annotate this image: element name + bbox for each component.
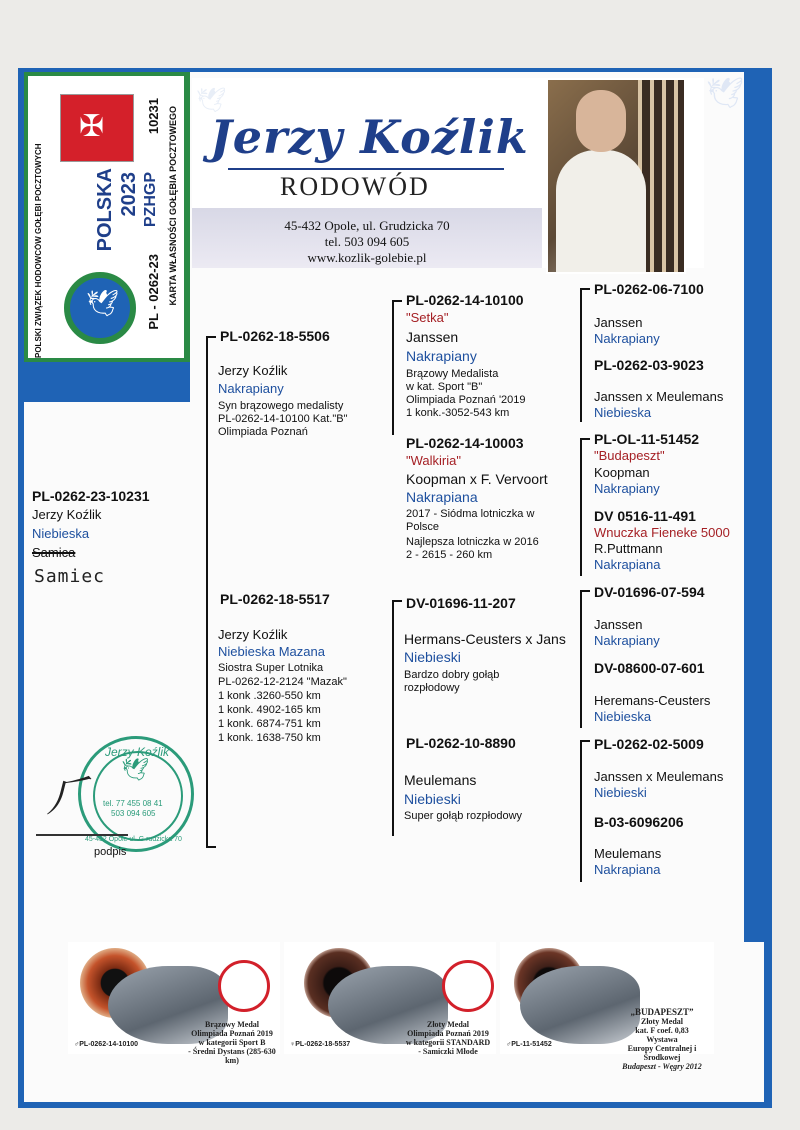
tree-line: [392, 300, 394, 435]
tree-line: [580, 740, 582, 882]
tree-line: [580, 740, 590, 742]
dd-ring: PL-0262-10-8890: [406, 735, 516, 751]
ds-note: Bardzo dobry gołąb: [404, 669, 500, 681]
ss-note: 1 konk.-3052-543 km: [406, 407, 510, 419]
dam-note: 1 konk. 6874-751 km: [218, 718, 321, 730]
dd-breed: Meulemans: [404, 772, 477, 788]
sd-note: Polsce: [406, 521, 440, 533]
ds-ring: DV-01696-11-207: [406, 595, 516, 611]
gg-ring: PL-0262-03-9023: [594, 357, 704, 373]
gg-ring: B-03-6096206: [594, 814, 684, 830]
gg-color: Nakrapiana: [594, 862, 661, 877]
sd-note: 2017 - Siódma lotniczka w: [406, 508, 535, 520]
breeder-name: Jerzy Koźlik: [210, 110, 529, 164]
gg-name: Wnuczka Fieneke 5000: [594, 525, 730, 540]
signature-mark: ⺁: [46, 771, 90, 822]
address: 45-432 Opole, ul. Grudzicka 70: [284, 218, 450, 233]
ownership-card: [24, 72, 190, 362]
stamp-phone: tel. 77 455 08 41: [103, 799, 163, 808]
dam-note: Siostra Super Lotnika: [218, 662, 324, 674]
dove-icon: 🕊: [706, 77, 745, 110]
sire-color: Nakrapiany: [218, 381, 284, 396]
dam-breeder: Jerzy Koźlik: [218, 627, 288, 642]
sd-name: "Walkiria": [406, 453, 461, 468]
medal-logo: [442, 960, 494, 1012]
gg-color: Niebieski: [594, 785, 647, 800]
signature-line: [36, 834, 128, 836]
gg-breed: Heremans-Ceusters: [594, 693, 711, 708]
photo-ring-tag: ♂PL-11-51452: [506, 1041, 552, 1048]
stamp-mobile: 503 094 605: [111, 809, 156, 818]
gg-name: "Budapeszt": [594, 448, 665, 463]
gg-color: Niebieska: [594, 709, 652, 724]
dove-icon: 🕊: [196, 87, 227, 114]
photo-panel: [284, 942, 496, 1054]
ss-note: w kat. Sport "B": [406, 381, 483, 393]
photo-ring-tag: ♀PL-0262-18-5537: [290, 1041, 351, 1048]
dam-note: PL-0262-12-2124 "Mazak": [218, 676, 347, 688]
dd-color: Niebieski: [404, 791, 461, 807]
dam-note: 1 konk. 4902-165 km: [218, 704, 321, 716]
card-caption: KARTA WŁASNOŚCI GOŁĘBIA POCZTOWEGO: [168, 106, 178, 306]
photo-panel: [68, 942, 280, 1065]
eagle-icon: ✠: [79, 110, 105, 143]
signature-label: podpis: [94, 846, 127, 858]
website: www.kozlik-golebie.pl: [307, 250, 427, 265]
sd-color: Nakrapiana: [406, 489, 478, 505]
photo-caption: Brązowy Medal Olimpiada Poznań 2019 w kategorii Sport B - Średni Dystans (285-630 km): [188, 1020, 276, 1065]
photo-caption: „BUDAPESZT” Złoty Medal kat. F coef. 0,83 Wystawa Europy Centralnej i Środkowej Budapeszt - Węgry 2012: [622, 1007, 702, 1071]
gg-breed: Janssen x Meulemans: [594, 389, 724, 404]
sire-note: PL-0262-14-10100 Kat."B": [218, 413, 348, 425]
tree-line: [392, 600, 394, 836]
tree-line: [580, 288, 590, 290]
gg-ring: PL-OL-11-51452: [594, 431, 700, 447]
tree-line: [580, 438, 590, 440]
eagle-emblem: [60, 94, 134, 162]
ds-breed: Hermans-Ceusters x Jans: [404, 631, 566, 647]
stamp-address: 45-432 Opole ul. G rudzicka 70: [85, 836, 182, 843]
blue-edge: [744, 72, 764, 942]
ss-note: Brązowy Medalista: [406, 368, 499, 380]
photo-ring-tag: ♂PL-0262-14-10100: [74, 1041, 139, 1048]
sd-note: Najlepsza lotniczka w 2016: [406, 536, 539, 548]
gg-ring: PL-0262-06-7100: [594, 281, 704, 297]
tree-line: [392, 300, 402, 302]
gg-breed: Janssen: [594, 315, 643, 330]
dd-note: Super gołąb rozpłodowy: [404, 810, 523, 822]
subject-breeder: Jerzy Koźlik: [32, 507, 102, 522]
gg-ring: DV 0516-11-491: [594, 508, 696, 524]
gg-ring: PL-0262-02-5009: [594, 736, 704, 752]
stamp-name: Jerzy Koźlik: [105, 745, 170, 759]
tree-line: [580, 438, 582, 576]
sire-note: Olimpiada Poznań: [218, 426, 308, 438]
sd-ring: PL-0262-14-10003: [406, 435, 524, 451]
document-title: RODOWÓD: [280, 172, 430, 201]
card-number: 10231: [146, 98, 161, 135]
breeder-photo: [546, 78, 686, 274]
medal-logo: [218, 960, 270, 1012]
gg-color: Nakrapiany: [594, 481, 660, 496]
gg-breed: Meulemans: [594, 846, 662, 861]
gg-ring: DV-01696-07-594: [594, 584, 705, 600]
subject-sex-struck: Samica: [32, 545, 76, 560]
subject-color: Niebieska: [32, 526, 90, 541]
stamp-bird-icon: 🕊: [121, 757, 149, 782]
sire-breeder: Jerzy Koźlik: [218, 363, 288, 378]
ss-color: Nakrapiany: [406, 348, 477, 364]
tree-line: [206, 846, 216, 848]
photo-caption: Złoty Medal Olimpiada Poznań 2019 w kategorii STANDARD - Samiczki Młode: [405, 1020, 491, 1056]
tree-line: [206, 336, 216, 338]
pzhgp-logo: [64, 272, 136, 344]
gg-breed: R.Puttmann: [594, 541, 663, 556]
title-underline: [228, 168, 504, 170]
tree-line: [580, 590, 582, 728]
phone: tel. 503 094 605: [324, 234, 410, 249]
card-org: POLSKI ZWIĄZEK HODOWCÓW GOŁĘBI POCZTOWYCH: [34, 143, 43, 358]
card-abbr: PZHGP: [142, 172, 159, 228]
gg-ring: DV-08600-07-601: [594, 660, 705, 676]
photo-panel: [500, 942, 714, 1071]
ss-name: "Setka": [406, 310, 449, 325]
pigeon-icon: 🕊: [86, 288, 120, 318]
ds-note: rozpłodowy: [404, 682, 460, 694]
card-year: 2023: [118, 172, 140, 217]
tree-line: [392, 600, 402, 602]
gg-breed: Koopman: [594, 465, 650, 480]
sire-ring: PL-0262-18-5506: [220, 328, 330, 344]
tree-line: [580, 288, 582, 422]
gg-color: Nakrapiany: [594, 633, 660, 648]
card-country: POLSKA: [94, 168, 116, 252]
ss-ring: PL-0262-14-10100: [406, 292, 524, 308]
dam-note: 1 konk .3260-550 km: [218, 690, 321, 702]
gg-color: Nakrapiana: [594, 557, 661, 572]
sd-breed: Koopman x F. Vervoort: [406, 471, 548, 487]
subject-sex-handwritten: Samiec: [34, 566, 106, 587]
card-ring: PL - 0262-23: [146, 254, 161, 330]
ds-color: Niebieski: [404, 649, 461, 665]
gg-breed: Janssen x Meulemans: [594, 769, 724, 784]
dam-ring: PL-0262-18-5517: [220, 591, 330, 607]
gg-breed: Janssen: [594, 617, 643, 632]
ss-note: Olimpiada Poznań '2019: [406, 394, 526, 406]
sd-note: 2 - 2615 - 260 km: [406, 549, 493, 561]
dam-color: Niebieska Mazana: [218, 644, 325, 659]
gg-color: Nakrapiany: [594, 331, 660, 346]
tree-line: [206, 336, 208, 846]
sire-note: Syn brązowego medalisty: [218, 400, 344, 412]
ss-breed: Janssen: [406, 329, 459, 345]
dam-note: 1 konk. 1638-750 km: [218, 732, 321, 744]
tree-line: [580, 590, 590, 592]
gg-color: Niebieska: [594, 405, 652, 420]
subject-ring: PL-0262-23-10231: [32, 488, 150, 504]
